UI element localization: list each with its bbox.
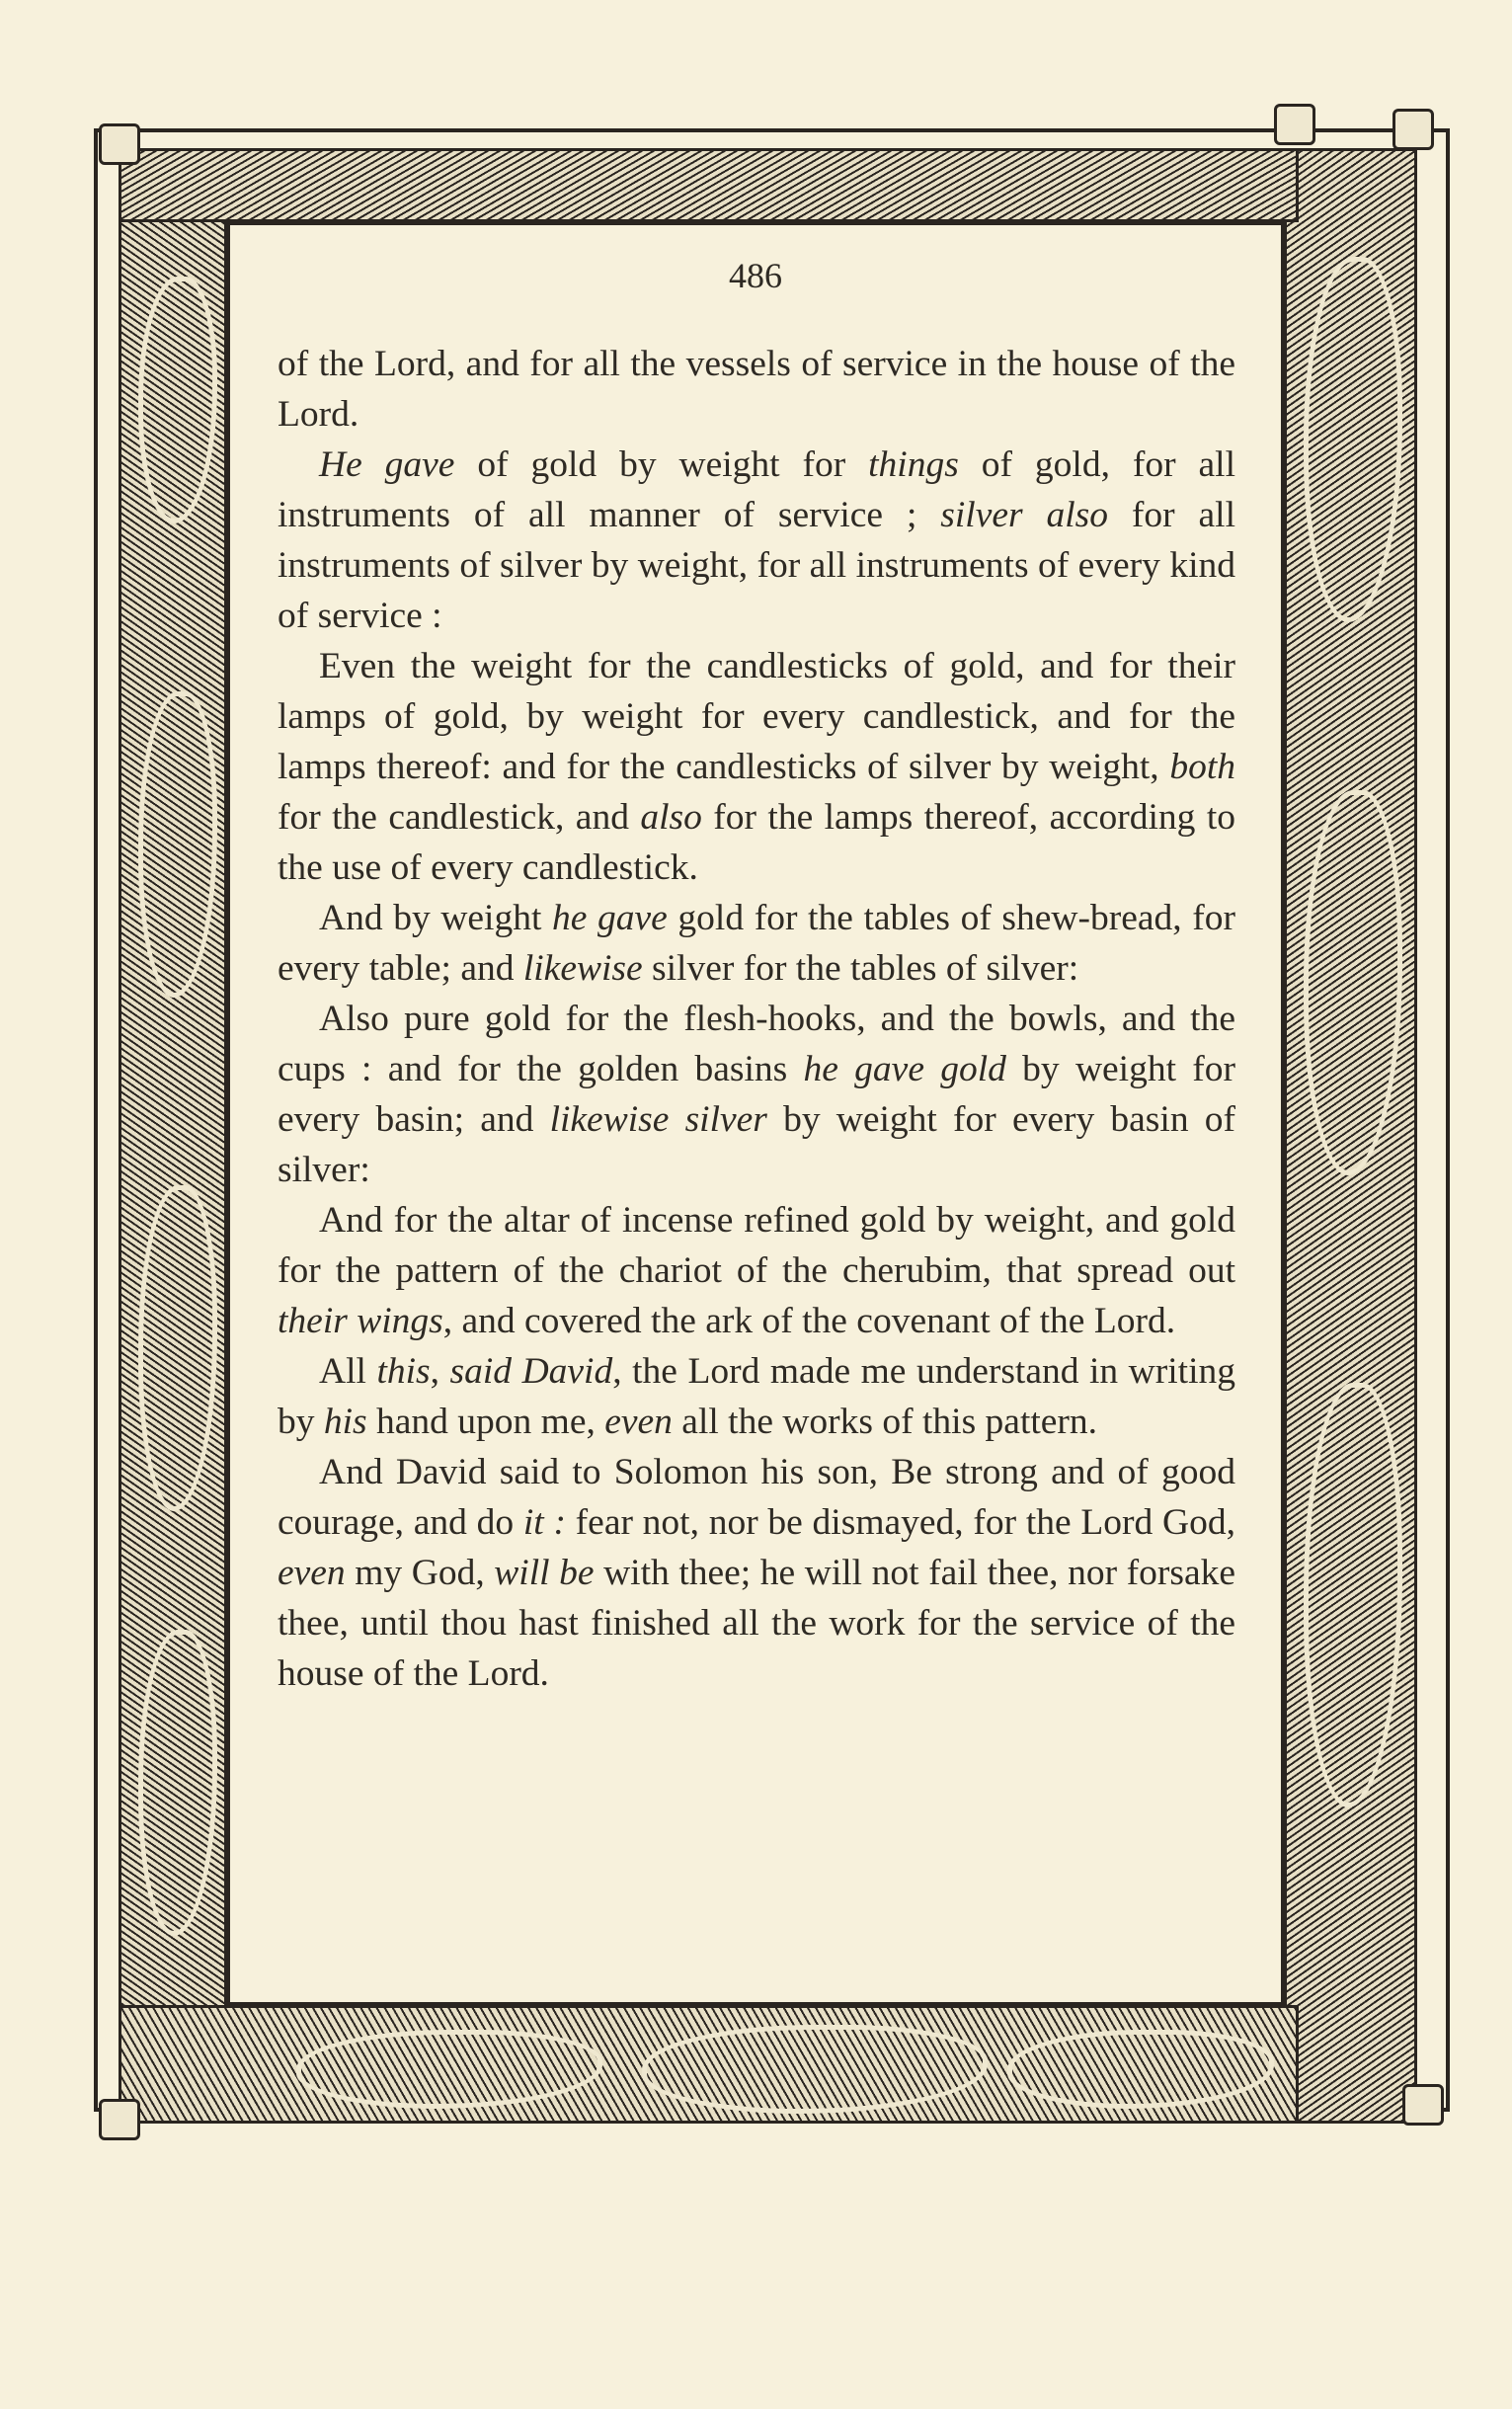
text-run: for the lamps thereof, according to the use of every candlestick. [278,797,1235,888]
text-run: Also pure gold for the flesh-hooks, and the bowls, and the cups : and for the golden basins [278,999,1235,1089]
text-run: for the candlestick, and [278,797,641,838]
italic-text: their wings [278,1301,443,1341]
italic-text: he gave gold [803,1049,1006,1089]
body-text [278,339,1235,1699]
corner-knot-icon [1402,2084,1444,2126]
corner-knot-icon [99,123,140,165]
text-run: with thee; he will not fail thee, nor forsake thee, until thou hast finished all the work for the service of the house of the Lord. [278,1553,1235,1694]
text-run: fear not, nor be dismayed, for the Lord God, [565,1502,1235,1543]
text-run: , [430,1351,450,1392]
text-run: gold for the tables of shew-bread, for every table; and [278,898,1235,989]
text-run: And David said to Solomon his son, Be strong and of good courage, and do [278,1452,1235,1543]
paragraph [278,1346,1235,1447]
paragraph [278,893,1235,994]
text-run: Even the weight for the candlesticks of gold, and for their lamps of gold, by weight for every candlestick, and for the lamps thereof: and for the candlesticks of silver by weight, [278,646,1235,787]
border-top-band [119,148,1299,222]
text-run: And by weight [319,898,552,938]
text-run: my God, [345,1553,495,1593]
italic-text: both [1169,747,1235,787]
page-number: 486 [729,256,782,295]
italic-text: silver also [940,495,1108,535]
italic-text: likewise silver [549,1099,767,1140]
text-run: by weight for every basin; and [278,1049,1235,1140]
italic-text: even [278,1553,346,1593]
text-run: of the Lord, and for all the vessels of service in the house of the Lord. [278,344,1235,435]
italic-text: he gave [552,898,668,938]
italic-text: He gave [319,444,455,485]
italic-text: things [868,444,959,485]
italic-text: even [604,1402,673,1442]
text-run: of gold, for all instruments of all manner of service ; [278,444,1235,535]
paragraph [278,440,1235,641]
corner-knot-icon [99,2099,140,2140]
paragraph [278,994,1235,1195]
paragraph [278,339,1235,440]
text-run: hand upon me, [366,1402,605,1442]
paragraph [278,1447,1235,1699]
italic-text: will be [494,1553,595,1593]
corner-knot-icon [1393,109,1434,150]
text-run: all the works of this pattern. [672,1402,1098,1442]
text-run: for all instruments of silver by weight, for all instruments of every kind of service : [278,495,1235,636]
italic-text: likewise [522,948,643,989]
paragraph [278,1195,1235,1346]
text-run: of gold by weight for [454,444,869,485]
text-run: , and covered the ark of the covenant of the Lord. [442,1301,1176,1341]
corner-knot-icon [1274,104,1315,145]
text-page [227,222,1284,2005]
text-run: , the Lord made me understand in writing by [278,1351,1236,1442]
text-run: And for the altar of incense refined gold by weight, and gold for the pattern of the chariot of the cherubim, that spread out [278,1200,1235,1291]
paragraph [278,641,1235,893]
text-run: by weight for every basin of silver: [278,1099,1236,1190]
italic-text: it : [522,1502,566,1543]
text-run: silver for the tables of silver: [642,948,1079,989]
italic-text: also [640,797,702,838]
italic-text: his [323,1402,367,1442]
text-run: All [319,1351,377,1392]
italic-text: said David [449,1351,613,1392]
italic-text: this [376,1351,431,1392]
